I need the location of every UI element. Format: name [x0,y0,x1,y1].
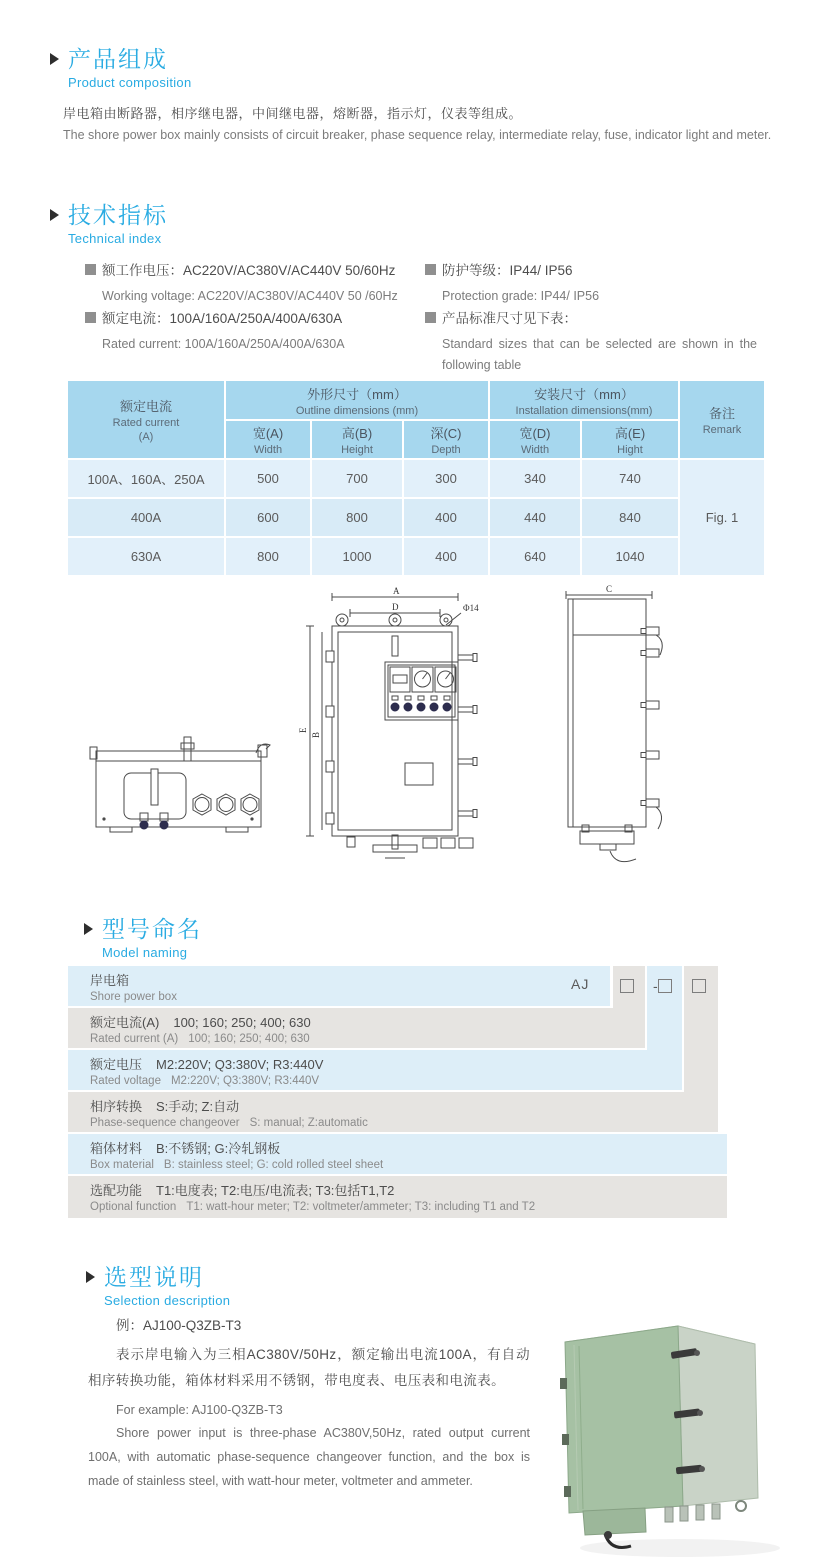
square-bullet-icon [425,312,436,323]
section-arrow-icon [50,53,59,65]
cell-current: 400A [68,499,224,536]
spec-standard-sizes [425,307,757,375]
cable-gland-nuts [193,794,259,815]
bottom-fittings [347,835,473,858]
model-naming-table [68,966,758,1222]
cell-width: 800 [226,538,310,575]
square-bullet-icon [85,264,96,275]
cell-remark: Fig. 1 [680,460,764,575]
spec-en: Standard sizes that can be selected are shown in the following table [442,337,757,372]
cell-install-width: 640 [490,538,580,575]
side-view-drawing [552,583,682,883]
meter-panel [385,662,458,720]
bottom-gland [580,825,636,862]
spec-en: Working voltage: AC220V/AC380V/AC440V 50 /60Hz [102,289,398,303]
dim-label-a: A [393,586,400,596]
cell-install-hight: 840 [582,499,678,536]
front-view-drawing [295,583,505,878]
side-latches [641,627,662,829]
section-arrow-icon [86,1271,95,1283]
cell-height: 1000 [312,538,402,575]
selection-description-text [88,1314,530,1494]
cell-height: 800 [312,499,402,536]
header-installation-dimensions: 安装尺寸（mm） Installation dimensions(mm) [490,381,678,419]
naming-row-optional-function: 选配功能 T1:电度表; T2:电压/电流表; T3:包括T1,T2 Optional function T1: watt-hour meter; T2: voltmeter/ammeter; T3: including T1 and T2 [68,1176,727,1218]
subheader-width-a: 宽(A) Width [226,421,310,458]
header-rated-current: 额定电流 Rated current (A) [68,381,224,458]
square-bullet-icon [425,264,436,275]
subheader-height-b: 高(B) Height [312,421,402,458]
spec-en: Protection grade: IP44/ IP56 [442,289,600,303]
naming-row-shore-power-box: 岸电箱 Shore power box [68,966,610,1006]
section-model-naming-heading [84,916,202,960]
section-title-zh: 选型说明 [104,1264,204,1290]
cell-current: 630A [68,538,224,575]
cell-install-width: 340 [490,460,580,497]
naming-row-box-material: 箱体材料 B:不锈钢; G:冷轧钢板 Box material B: stainless steel; G: cold rolled steel sheet [68,1134,727,1174]
product-composition-body-zh: 岸电箱由断路器，相序继电器，中间继电器，熔断器，指示灯，仪表等组成。 [63,106,523,121]
door-latches [458,654,477,818]
dim-label-c: C [606,584,613,594]
spec-zh: 产品标准尺寸见下表： [442,311,577,326]
cell-height: 700 [312,460,402,497]
section-title-en: Selection description [104,1293,231,1309]
subheader-hight-e: 高(E) Hight [582,421,678,458]
header-remark: 备注 Remark [680,381,764,458]
lifting-eyes [336,614,452,626]
cell-install-hight: 740 [582,460,678,497]
example-model-en: For example: AJ100-Q3ZB-T3 [116,1402,283,1417]
dimensions-table [66,379,766,577]
spec-rated-current [85,307,430,355]
section-title-zh: 产品组成 [68,46,168,72]
model-code-dash-box: - [653,966,672,1006]
model-code-box-2 [692,966,706,1006]
table-row [68,499,764,536]
cell-width: 500 [226,460,310,497]
technical-drawings [0,583,830,895]
cell-depth: 400 [404,499,488,536]
section-arrow-icon [50,209,59,221]
dim-label-b: B [311,731,321,738]
dim-label-d: D [392,602,399,612]
spec-protection-grade [425,259,770,307]
spec-en: Rated current: 100A/160A/250A/400A/630A [102,337,345,351]
cell-install-width: 440 [490,499,580,536]
bottom-view-drawing [88,731,273,839]
model-code-box-1 [620,966,634,1006]
section-arrow-icon [84,923,93,935]
dia-label: Φ14 [463,603,479,613]
naming-row-rated-voltage: 额定电压 M2:220V; Q3:380V; R3:440V Rated voltage M2:220V; Q3:380V; R3:440V [68,1050,682,1090]
section-technical-index-heading [50,202,168,246]
spec-zh: 额工作电压：AC220V/AC380V/AC440V 50/60Hz [102,263,396,278]
product-photo [545,1298,815,1566]
spec-working-voltage [85,259,430,307]
spec-zh: 额定电流：100A/160A/250A/400A/630A [102,311,343,326]
model-code-prefix: AJ [571,976,590,992]
description-en: Shore power input is three-phase AC380V,50Hz, rated output current 100A, with automatic phase-sequence changeover function, and the box is made of stainless steel, with watt-hour meter, voltmeter and ammeter. [88,1425,530,1489]
section-title-zh: 技术指标 [68,202,168,228]
square-bullet-icon [85,312,96,323]
product-composition-body-en: The shore power box mainly consists of circuit breaker, phase sequence relay, intermediate relay, fuse, indicator light and meter. [63,128,772,142]
table-row [68,538,764,575]
table-row [68,460,764,497]
example-model-zh: 例：AJ100-Q3ZB-T3 [116,1318,242,1333]
subheader-depth-c: 深(C) Depth [404,421,488,458]
section-selection-description-heading [86,1264,230,1308]
subheader-width-d: 宽(D) Width [490,421,580,458]
nameplate [405,763,433,785]
cell-depth: 400 [404,538,488,575]
cell-width: 600 [226,499,310,536]
section-title-en: Technical index [68,231,162,247]
section-title-zh: 型号命名 [102,916,202,942]
naming-row-rated-current: 额定电流(A) 100; 160; 250; 400; 630 Rated current (A) 100; 160; 250; 400; 630 [68,1008,645,1048]
dim-label-e: E [298,727,308,733]
indicator-lights [391,696,451,711]
cell-depth: 300 [404,460,488,497]
cell-current: 100A、160A、250A [68,460,224,497]
section-product-composition-heading [50,46,191,90]
section-title-en: Product composition [68,75,192,91]
hinges [326,651,334,824]
spec-zh: 防护等级：IP44/ IP56 [442,263,573,278]
section-title-en: Model naming [102,945,188,961]
naming-row-phase-sequence: 相序转换 S:手动; Z:自动 Phase-sequence changeover S: manual; Z:automatic [68,1092,718,1132]
cell-install-hight: 1040 [582,538,678,575]
header-outline-dimensions: 外形尺寸（mm） Outline dimensions (mm) [226,381,488,419]
description-zh: 表示岸电输入为三相AC380V/50Hz，额定输出电流100A，有自动相序转换功能，箱体材料采用不锈钢，带电度表、电压表和电流表。 [88,1347,530,1389]
